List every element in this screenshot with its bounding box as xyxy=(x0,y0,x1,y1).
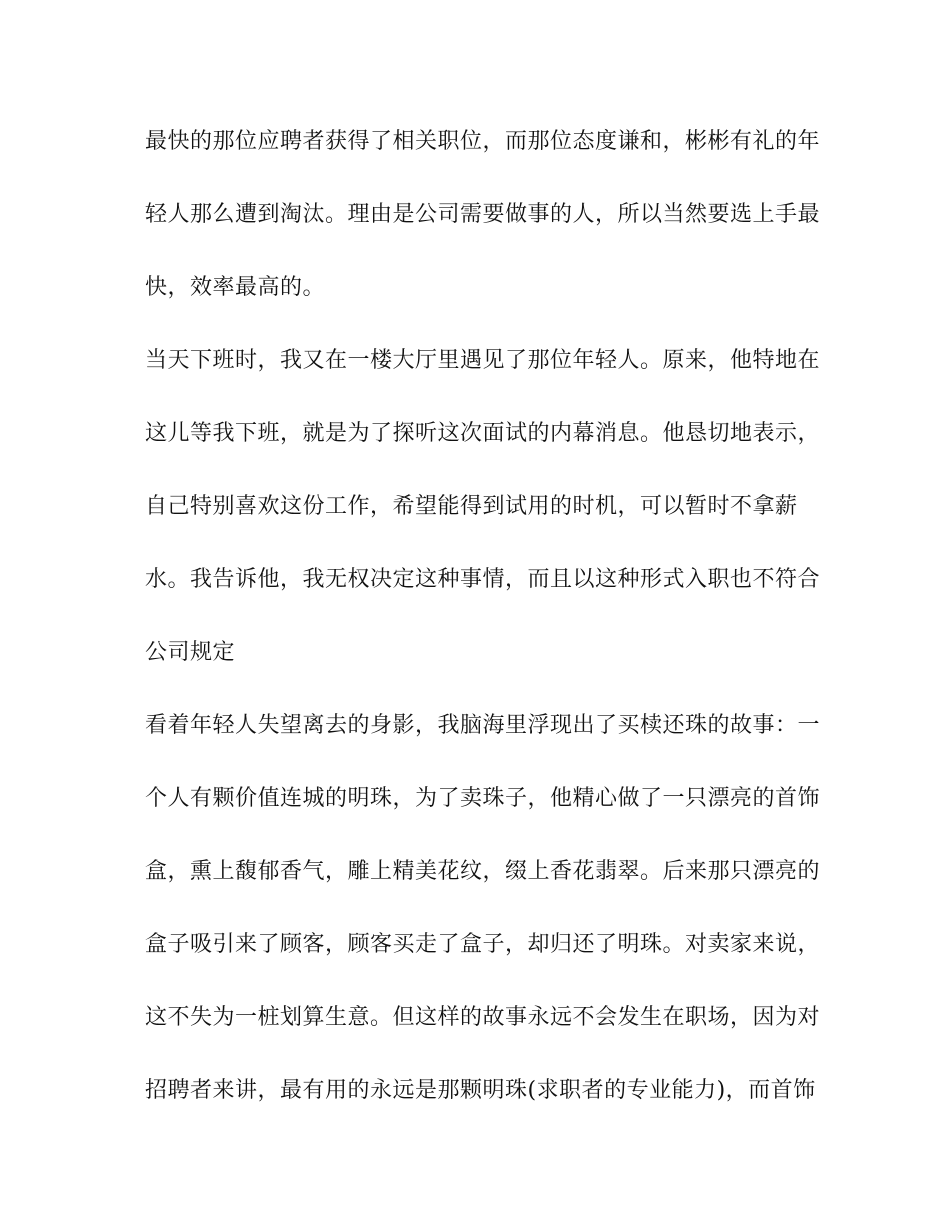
text-line: 轻人那么遭到淘汰。理由是公司需要做事的人，所以当然要选上手最 xyxy=(145,202,821,227)
text-line: 最快的那位应聘者获得了相关职位，而那位态度谦和，彬彬有礼的年 xyxy=(145,129,821,154)
text-line: 招聘者来讲，最有用的永远是那颗明珠(求职者的专业能力)，而首饰 xyxy=(145,1078,816,1103)
text-line: 这不失为一桩划算生意。但这样的故事永远不会发生在职场，因为对 xyxy=(145,1005,821,1030)
text-line: 看着年轻人失望离去的身影，我脑海里浮现出了买椟还珠的故事：一 xyxy=(145,713,821,738)
text-line: 盒子吸引来了顾客，顾客买走了盒子，却归还了明珠。对卖家来说， xyxy=(145,932,821,957)
text-line: 当天下班时，我又在一楼大厅里遇见了那位年轻人。原来，他特地在 xyxy=(145,348,821,373)
text-line: 盒，熏上馥郁香气，雕上精美花纹，缀上香花翡翠。后来那只漂亮的 xyxy=(145,859,821,884)
text-line: 公司规定 xyxy=(145,640,236,665)
text-line: 个人有颗价值连城的明珠，为了卖珠子，他精心做了一只漂亮的首饰 xyxy=(145,786,821,811)
text-line: 自己特别喜欢这份工作，希望能得到试用的时机，可以暂时不拿薪 xyxy=(145,494,798,519)
text-line: 这儿等我下班，就是为了探听这次面试的内幕消息。他恳切地表示， xyxy=(145,421,821,446)
text-line: 水。我告诉他，我无权决定这种事情，而且以这种形式入职也不符合 xyxy=(145,567,821,592)
text-line: 快，效率最高的。 xyxy=(145,275,326,300)
